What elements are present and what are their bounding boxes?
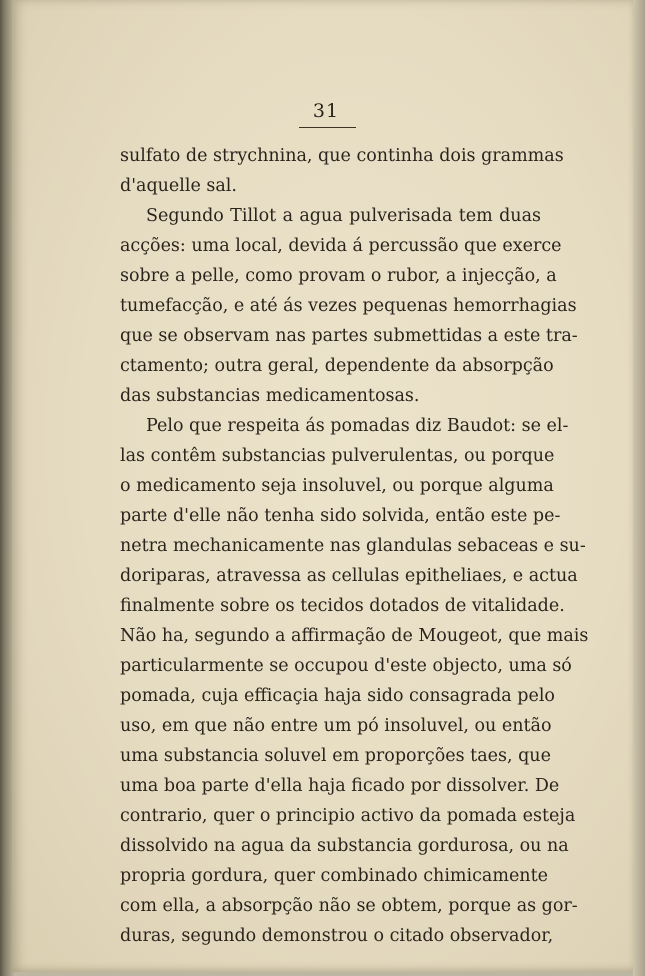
text-line: com ella, a absorpção não se obtem, porque as gor- [120,896,578,916]
text-line: acções: uma local, devida á percussão que exerce [120,236,562,256]
body-text [120,141,589,951]
text-line: las contêm substancias pulverulentas, ou porque [120,446,555,466]
text-line: uma substancia soluvel em proporções taes, que [120,746,551,766]
text-line: sulfato de strychnina, que continha dois grammas [120,146,564,166]
text-line: pomada, cuja efficaçia haja sido consagrada pelo [120,686,555,706]
page-number: 31 [312,100,340,122]
text-line: d'aquelle sal. [120,176,237,196]
text-line: contrario, quer o principio activo da pomada esteja [120,806,576,826]
text-line: dissolvido na agua da substancia gordurosa, ou na [120,836,569,856]
text-line: ctamento; outra geral, dependente da absorpção [120,356,554,376]
text-line: uma boa parte d'ella haja ficado por dissolver. De [120,776,560,796]
text-line: propria gordura, quer combinado chimicamente [120,866,548,886]
text-line: das substancias medicamentosas. [120,386,420,406]
text-line: o medicamento seja insoluvel, ou porque alguma [120,476,554,496]
text-line: parte d'elle não tenha sido solvida, então este pe- [120,506,561,526]
page-right-edge [633,0,645,976]
text-line: doriparas, atravessa as cellulas epitheliaes, e actua [120,566,578,586]
text-line: Segundo Tillot a agua pulverisada tem duas [146,206,541,226]
text-line: finalmente sobre os tecidos dotados de vitalidade. [120,596,565,616]
text-line: Não ha, segundo a affirmação de Mougeot, que mais [120,626,589,646]
text-line: tumefacção, e até ás vezes pequenas hemorrhagias [120,296,577,316]
text-line: sobre a pelle, como provam o rubor, a injecção, a [120,266,557,286]
text-line: netra mechanicamente nas glandulas sebaceas e su- [120,536,586,556]
text-line: duras, segundo demonstrou o citado observador, [120,926,554,946]
text-line: uso, em que não entre um pó insoluvel, ou então [120,716,552,736]
text-line: que se observam nas partes submettidas a este tra- [120,326,578,346]
text-line: particularmente se occupou d'este objecto, uma só [120,656,572,676]
header-rule [299,127,356,128]
text-line: Pelo que respeita ás pomadas diz Baudot: se el- [146,416,569,436]
